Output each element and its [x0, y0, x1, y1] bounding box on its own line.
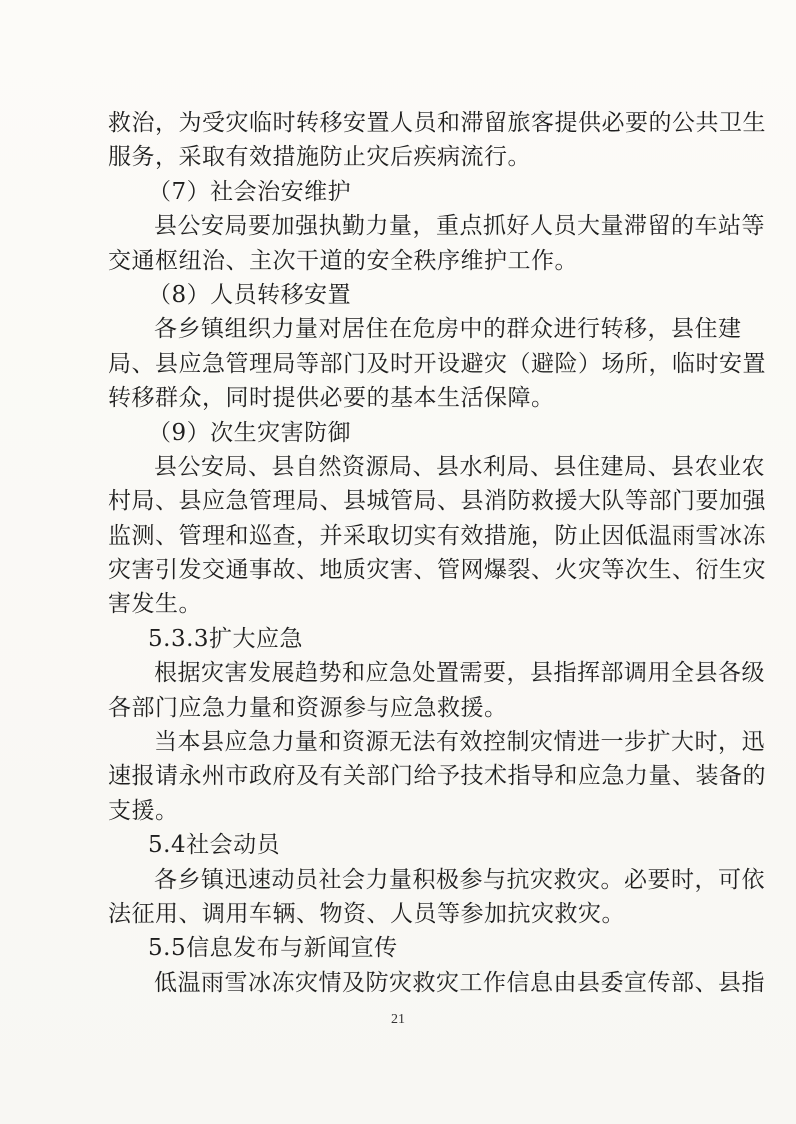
text-line: 交通枢纽治、主次干道的安全秩序维护工作。	[108, 247, 578, 274]
text-line: 各乡镇组织力量对居住在危房中的群众进行转移，县住建	[154, 316, 742, 343]
text-line: 县公安局要加强执勤力量，重点抓好人员大量滞留的车站等	[154, 213, 765, 240]
section-heading: （7）社会治安维护	[148, 178, 352, 205]
section-heading: 5.4社会动员	[148, 832, 281, 859]
text-line: 各乡镇迅速动员社会力量积极参与抗灾救灾。必要时，可依	[154, 866, 765, 893]
text-line: 服务，采取有效措施防止灾后疾病流行。	[108, 144, 531, 171]
text-line: 速报请永州市政府及有关部门给予技术指导和应急力量、装备的	[108, 763, 766, 790]
text-line: 低温雨雪冰冻灾情及防灾救灾工作信息由县委宣传部、县指	[154, 969, 765, 996]
text-line: 当本县应急力量和资源无法有效控制灾情进一步扩大时，迅	[154, 729, 765, 756]
section-heading: 5.3.3扩大应急	[148, 625, 304, 652]
text-line: 各部门应急力量和资源参与应急救援。	[108, 694, 508, 721]
section-heading: （8）人员转移安置	[148, 281, 352, 308]
text-line: 害发生。	[108, 591, 202, 618]
text-line: 县公安局、县自然资源局、县水利局、县住建局、县农业农	[154, 453, 765, 480]
text-line: 支援。	[108, 797, 179, 824]
document-body	[108, 106, 766, 1000]
text-line: 灾害引发交通事故、地质灾害、管网爆裂、火灾等次生、衍生灾	[108, 557, 766, 584]
text-line: 村局、县应急管理局、县城管局、县消防救援大队等部门要加强	[108, 488, 766, 515]
page-number: 21	[391, 1012, 405, 1027]
section-heading: （9）次生灾害防御	[148, 419, 352, 446]
text-line: 转移群众，同时提供必要的基本生活保障。	[108, 385, 555, 412]
text-line: 法征用、调用车辆、物资、人员等参加抗灾救灾。	[108, 900, 625, 927]
text-line: 监测、管理和巡查，并采取切实有效措施，防止因低温雨雪冰冻	[108, 522, 766, 549]
section-heading: 5.5信息发布与新闻宣传	[148, 935, 398, 962]
text-line: 根据灾害发展趋势和应急处置需要，县指挥部调用全县各级	[154, 660, 765, 687]
text-line: 局、县应急管理局等部门及时开设避灾（避险）场所，临时安置	[108, 350, 766, 377]
text-line: 救治，为受灾临时转移安置人员和滞留旅客提供必要的公共卫生	[108, 110, 766, 136]
